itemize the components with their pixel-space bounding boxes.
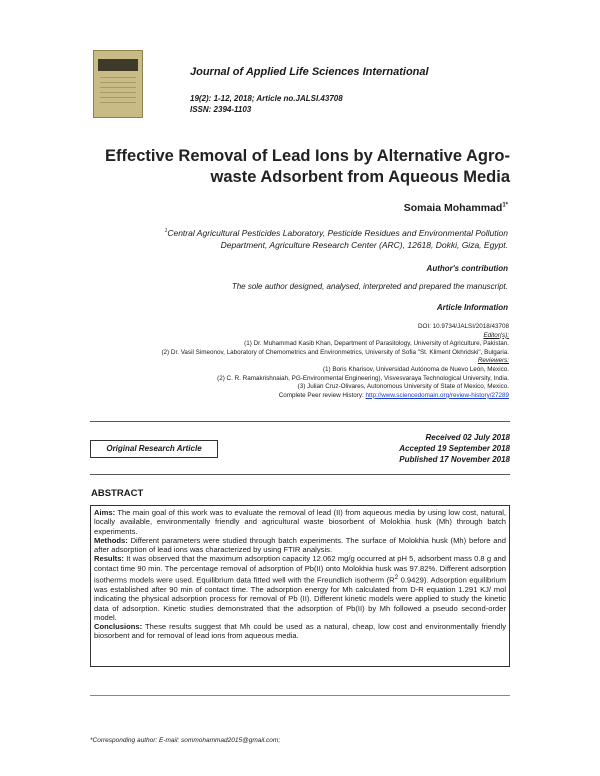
accepted-date: Accepted 19 September 2018: [399, 444, 510, 453]
editors-label: Editor(s):: [483, 331, 509, 339]
publication-dates: [300, 432, 510, 465]
affiliation-mark: 1: [164, 228, 168, 234]
abstract-heading: ABSTRACT: [91, 488, 144, 499]
author-affiliation: [120, 225, 508, 251]
reviewers-label: Reviewers:: [477, 357, 509, 365]
corresponding-author-footnote: *Corresponding author: E-mail: sommohammad2015@gmail.com;: [90, 737, 281, 744]
reviewer-3: (3) Julian Cruz-Olivares, Autonomous University of State of Mexico, Mexico.: [297, 383, 509, 391]
article-info-block: [60, 323, 509, 400]
abstract-conclusions: Conclusions: These results suggest that Mh could be used as a natural, cheap, low cost and environmentally friendly biosorbent and for removal of lead ions from aqueous media.: [94, 622, 506, 641]
author-name: [300, 202, 508, 214]
title-line-1: Effective Removal of Lead Ions by Alternative Agro-: [105, 147, 510, 165]
abstract-results: Results: It was observed that the maximum adsorption capacity 12.062 mg/g occurred at pH 5, adsorbent mass 0.8 g and contact time 90 min. The percentage removal of adsorption of Pb(II) onto Molokhia husk was 97.82%. Different adsorption isotherms models were used. Equilibrium data fitted well with the Freundlich isotherm ($R^2$ 0.9429). Adsorption equilibrium was established after 90 min of contact time. The adsorption energy for Mh calculated from D-R equation 1.291 KJ/ mol indicating the physical adsorption process for removal of Pb (II). Different kinetic models were applied to study the kinetic data of adsorption. Kinetic studies demonstrated that the adsorption of Pb(II) by Mh followed a pseudo second-order model.: [94, 554, 506, 622]
footnote-rule: [90, 695, 510, 696]
editor-2: (2) Dr. Vasil Simeonov, Laboratory of Chemometrics and Environmetrics, University of Sofia "St. Kliment Okhridski", Bulgaria.: [161, 348, 509, 356]
abstract-aims: Aims: The main goal of this work was to evaluate the removal of lead (II) from aqueous media by using low cost, natural, locally available, environmentally friendly and agricultural waste biosorbent of Molokhia husk (Mh) through batch experiments.: [94, 508, 506, 536]
divider-bottom: [90, 474, 510, 475]
reviewer-2: (2) C. R. Ramakrishnaiah, PG-Environmental Engineering), Visvesvaraya Technological University, India.: [217, 374, 509, 382]
journal-issue-info: [190, 93, 343, 115]
divider-top: [90, 421, 510, 422]
affiliation-line-1: $^1$Central Agricultural Pesticides Laboratory, Pesticide Residues and Environmental Pollution: [164, 227, 508, 238]
issue-line: 19(2): 1-12, 2018; Article no.JALSI.43708: [190, 94, 343, 103]
editor-1: (1) Dr. Muhammad Kasib Khan, Department of Parasitology, University of Agriculture, Pakistan.: [244, 340, 509, 348]
contribution-text: The sole author designed, analysed, interpreted and prepared the manuscript.: [231, 282, 508, 291]
article-info-heading: Article Information: [436, 303, 508, 312]
journal-cover-thumbnail: [93, 50, 143, 118]
author-name-text: Somaia Mohammad: [403, 202, 503, 214]
author-marks: 1*: [502, 202, 508, 209]
affiliation-line-2: Department, Agriculture Research Center (ARC), 12618, Dokki, Giza, Egypt.: [220, 239, 508, 250]
received-date: Received 02 July 2018: [425, 433, 510, 442]
article-type-box: Original Research Article: [90, 440, 218, 458]
reviewer-1: (1) Boris Kharisov, Universidad Autónoma de Nuevo León, Mexico.: [322, 365, 509, 373]
abstract-box: [90, 505, 510, 667]
abstract-methods: Methods: Different parameters were studied through batch experiments. The surface of Molokhia husk (Mh) before and after adsorption of lead ions was characterized by using FTIR analysis.: [94, 535, 506, 555]
cover-text-lines: [100, 77, 136, 107]
review-history-link[interactable]: http://www.sciencedomain.org/review-history/27289: [365, 391, 509, 399]
contribution-heading: Author's contribution: [426, 264, 508, 273]
review-history-line: Complete Peer review History: http://www.sciencedomain.org/review-history/27289: [278, 391, 509, 399]
cover-title-band: [98, 59, 138, 71]
doi-line: DOI: 10.9734/JALSI/2018/43708: [417, 323, 509, 330]
issn-line: ISSN: 2394-1103: [190, 105, 252, 114]
paper-title: [90, 146, 510, 188]
journal-name: Journal of Applied Life Sciences International: [190, 66, 429, 78]
published-date: Published 17 November 2018: [399, 455, 510, 464]
title-line-2: waste Adsorbent from Aqueous Media: [210, 168, 510, 186]
